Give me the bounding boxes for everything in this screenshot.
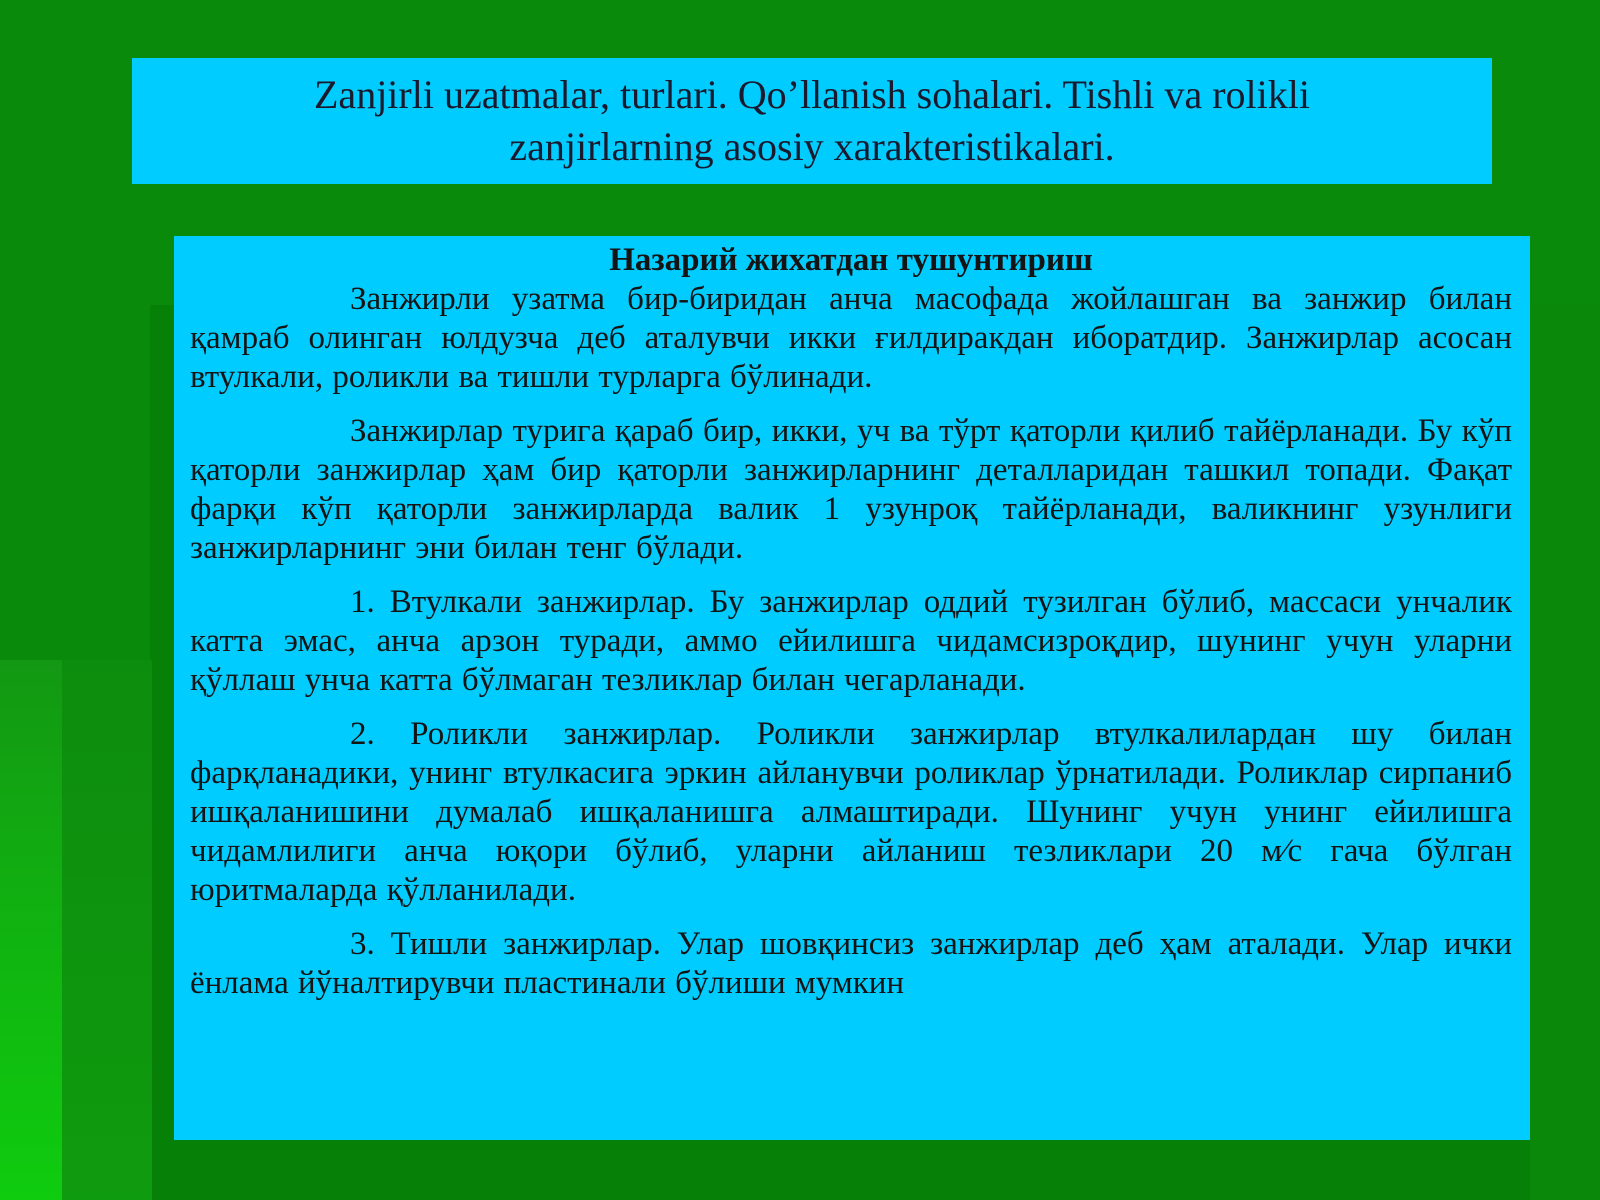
paragraph-roller-chains: 2. Роликли занжирлар. Роликли занжирлар втулкалилардан шу билан фарқланадики, унинг втулкасига эркин айланувчи роликлар ўрнатилади. Роликлар сирпаниб ишқаланишини думалаб ишқаланишга алмаштиради. Шунинг учун унинг ейилишга чидамлилиги анча юқори бўлиб, уларни айланиш тезликлари 20 м⁄с гача бўлган юритмаларда қўлланилади. [190, 716, 1512, 908]
content-heading: Назарий жихатдан тушунтириш [609, 242, 1093, 278]
paragraph-toothed-chains: 3. Тишли занжирлар. Улар шовқинсиз занжирлар деб ҳам аталади. Улар ички ёнлама йўналтирувчи пластинали бўлиши мумкин [190, 926, 1512, 1001]
content-panel [174, 236, 1530, 1140]
slide-title: Zanjirli uzatmalar, turlari. Qo’llanish sohalari. Tishli va rolikli zanjirlarning asosiy xarakteristikalari. [314, 72, 1310, 169]
slide-title-box [132, 58, 1492, 184]
background-stripe-right [1530, 305, 1600, 1200]
background-stripe-left-inner [62, 660, 152, 1200]
background-stripe-left [0, 660, 62, 1200]
paragraph-intro: Занжирли узатма бир-биридан анча масофада жойлашган ва занжир билан қамраб олинган юлдузча деб аталувчи икки ғилдиракдан иборатдир. Занжирлар асосан втулкали, роликли ва тишли турларга бўлинади. [190, 281, 1512, 395]
paragraph-bushing-chains: 1. Втулкали занжирлар. Бу занжирлар оддий тузилган бўлиб, массаси унчалик катта эмас, анча арзон туради, аммо ейилишга чидамсизроқдир, шунинг учун уларни қўллаш унча катта бўлмаган тезликлар билан чегарланади. [190, 584, 1512, 698]
paragraph-chain-rows: Занжирлар турига қараб бир, икки, уч ва тўрт қаторли қилиб тайёрланади. Бу кўп қаторли занжирлар ҳам бир қаторли занжирларнинг деталларидан ташкил топади. Фақат фарқи кўп қаторли занжирларда валик 1 узунроқ тайёрланади, валикнинг узунлиги занжирларнинг эни билан тенг бўлади. [190, 413, 1512, 566]
